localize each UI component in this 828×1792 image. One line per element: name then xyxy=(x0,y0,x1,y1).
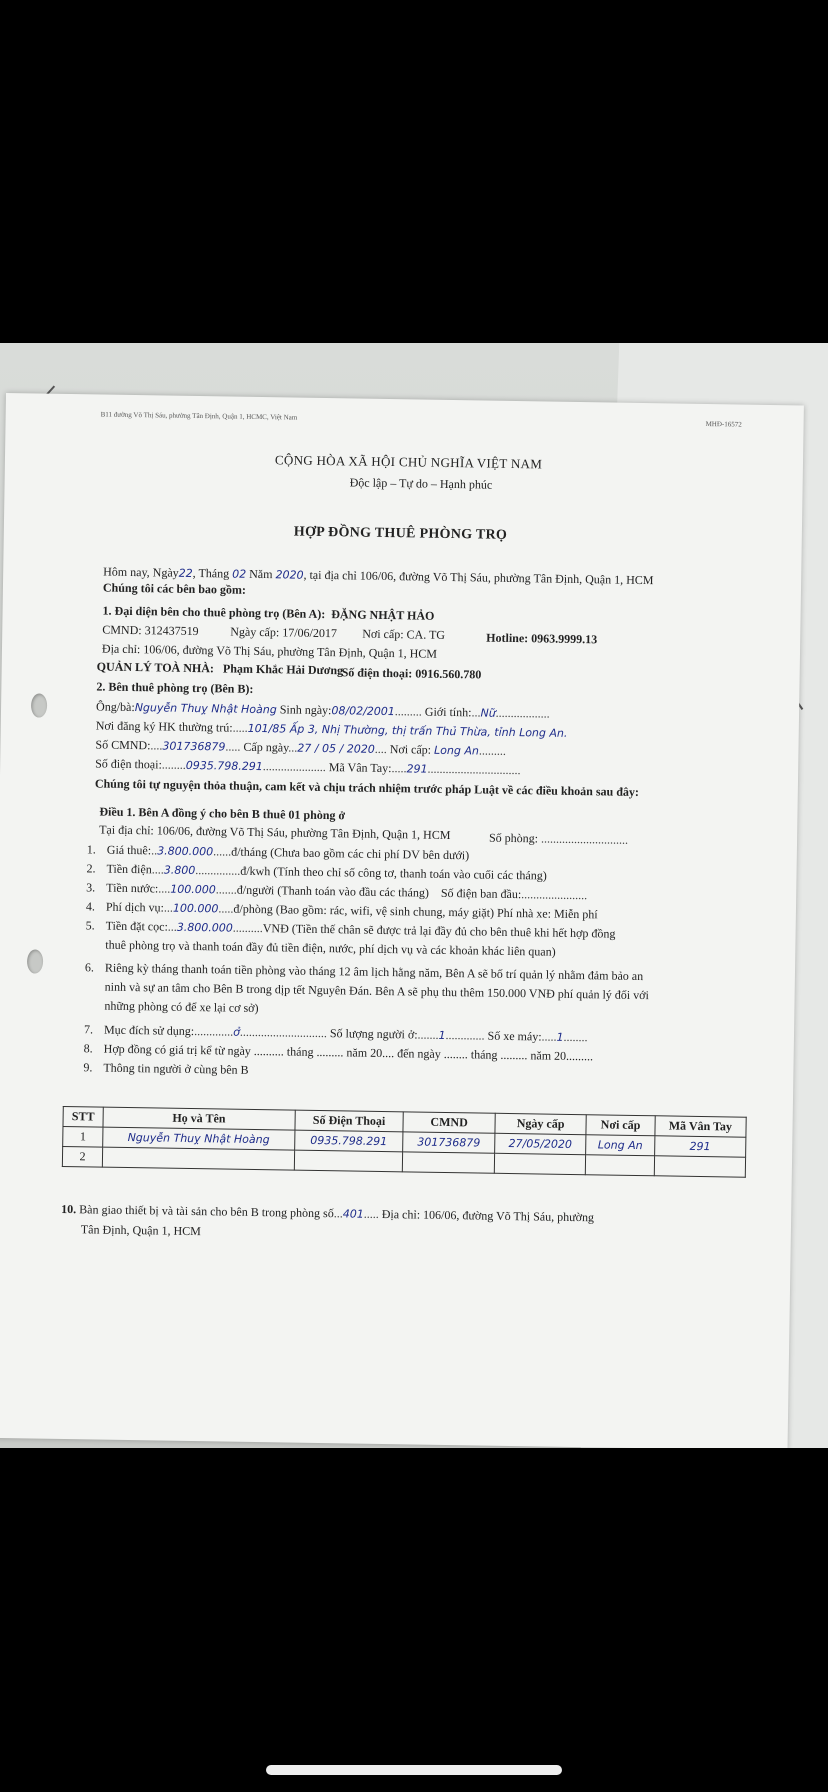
issue-place-label: Nơi cấp: xyxy=(389,742,432,757)
column-header: Ngày cấp xyxy=(495,1113,587,1134)
handover-text: Bàn giao thiết bị và tài sản cho bên B trong phòng số xyxy=(79,1202,334,1221)
article-item-water: 3. Tiền nước:....100.000.......đ/người (Thanh toán vào đầu các tháng) Số điện ban đầu:...................... xyxy=(86,880,588,903)
year-value: 2020 xyxy=(275,568,304,582)
manager-label: QUẢN LÝ TOÀ NHÀ: xyxy=(96,659,215,676)
initial-meter-label: Số điện ban đầu: xyxy=(440,885,522,902)
party-b-issue-date: 27 / 05 / 2020 xyxy=(297,741,375,756)
year-label: Năm xyxy=(249,566,273,582)
article-item-deposit: 5. Tiền đặt cọc:...3.800.000..........VNĐ (Tiền thế chân sẽ được trả lại đầy đủ cho bên thuê khi hết hợp đồng xyxy=(85,918,616,941)
table-cell xyxy=(654,1156,746,1177)
party-a-id: CMND: 312437519 xyxy=(102,622,199,639)
home-indicator[interactable] xyxy=(266,1765,562,1775)
party-b-id: 301736879 xyxy=(162,739,226,754)
national-title: CỘNG HÒA XÃ HỘI CHỦ NGHĨA VIỆT NAM xyxy=(274,452,543,472)
co-occupants-label: Thông tin người ở cùng bên B xyxy=(103,1060,249,1077)
article-1-address: Tại địa chỉ: 106/06, đường Võ Thị Sáu, phường Tân Định, Quận 1, HCM xyxy=(99,822,451,843)
date-prefix: Hôm nay, Ngày xyxy=(103,564,179,580)
agreement-statement: Chúng tôi tự nguyện thỏa thuận, cam kết và chịu trách nhiệm trước pháp Luật về các điều khoản sau đây: xyxy=(94,776,640,799)
item-label: Tiền đặt cọc: xyxy=(105,918,168,934)
column-header: Họ và Tên xyxy=(103,1107,295,1130)
manager-name: Phạm Khắc Hải Dương xyxy=(222,661,344,678)
item-number: 10. xyxy=(61,1201,77,1217)
party-b-residence: 101/85 Ấp 3, Nhị Thường, thị trấn Thủ Thừa, tỉnh Long An. xyxy=(247,721,568,740)
item-note: đ/người (Thanh toán vào đầu các tháng) xyxy=(236,882,430,900)
table-cell xyxy=(102,1147,294,1170)
month-label: , Tháng xyxy=(192,565,230,581)
parties-heading: Chúng tôi các bên bao gồm: xyxy=(102,580,247,597)
gender-label: Giới tính: xyxy=(424,704,472,720)
party-b-gender: Nữ xyxy=(480,706,496,720)
table-cell: 291 xyxy=(654,1136,746,1157)
handover-address: Địa chỉ: 106/06, đường Võ Thị Sáu, phường xyxy=(381,1207,595,1225)
document-code: MHĐ-16572 xyxy=(705,419,742,429)
party-b-fingerprint: 291 xyxy=(406,762,428,776)
intro-location: , tại địa chỉ 106/06, đường Võ Thị Sáu, phường Tân Định, Quận 1, HCM xyxy=(303,567,654,588)
party-b-name: Nguyễn Thuỵ Nhật Hoàng xyxy=(134,701,277,717)
manager-phone: Số điện thoại: 0916.560.780 xyxy=(341,665,482,682)
party-a-name: ĐẶNG NHẬT HẢO xyxy=(331,607,435,623)
phone-label: Số điện thoại: xyxy=(95,756,162,772)
item-value: 3.800.000 xyxy=(176,920,233,935)
item-number: 2. xyxy=(86,861,96,876)
month-value: 02 xyxy=(232,567,247,581)
party-b-name-line: Ông/bà:Nguyễn Thuỵ Nhật Hoàng Sinh ngày:08/02/2001......... Giới tính:...Nữ.................. xyxy=(95,699,550,721)
day-value: 22 xyxy=(178,566,193,580)
motorbikes-value: 1 xyxy=(556,1030,564,1044)
item-number: 6. xyxy=(84,960,95,975)
occupants-value: 1 xyxy=(438,1028,446,1042)
item-value: 100.000 xyxy=(172,901,219,916)
table-cell: 301736879 xyxy=(403,1132,495,1153)
party-b-id-line: Số CMND:....301736879..... Cấp ngày...27 / 05 / 2020.... Nơi cấp: Long An......... xyxy=(95,737,507,758)
article-item-7: 7. Mục đích sử dụng:.............ở............................. Số lượng người ở:.......1............. Số xe máy:.....1........ xyxy=(83,1022,588,1045)
residence-label: Nơi đăng ký HK thường trú: xyxy=(95,718,233,735)
party-b-phone: 0935.798.291 xyxy=(185,758,263,774)
table-cell xyxy=(294,1150,403,1172)
party-b-heading: 2. Bên thuê phòng trọ (Bên B): xyxy=(96,679,254,696)
item-note: đ/tháng (Chưa bao gồm các chi phí DV bên dưới) xyxy=(231,844,470,863)
room-label: Số phòng: xyxy=(488,830,539,846)
party-b-residence-line: Nơi đăng ký HK thường trú:.....101/85 Ấp 3, Nhị Thường, thị trấn Thủ Thừa, tỉnh Long An. xyxy=(95,718,568,740)
column-header: Nơi cấp xyxy=(586,1115,654,1136)
column-header: CMND xyxy=(403,1112,495,1133)
name-label: Ông/bà: xyxy=(95,699,135,715)
item-note: VNĐ (Tiền thế chân sẽ được trả lại đầy đủ cho bên thuê khi hết hợp đồng xyxy=(262,921,616,941)
occupants-label: Số lượng người ở: xyxy=(329,1026,418,1042)
issue-label: Cấp ngày xyxy=(243,739,289,755)
table-cell xyxy=(494,1153,586,1174)
item-6-line-1: Riêng kỳ tháng thanh toán tiền phòng vào tháng 12 âm lịch hằng năm, Bên A sẽ bố trí quản lý nhằm đảm bảo an xyxy=(104,960,644,984)
table-cell: Long An xyxy=(586,1135,654,1156)
party-a-heading xyxy=(102,604,434,624)
motorbikes-label: Số xe máy: xyxy=(487,1028,542,1044)
item-6-line-3: những phòng có để xe lại cơ sở) xyxy=(104,998,259,1016)
article-item-service: 4. Phí dịch vụ:...100.000.....đ/phòng (Bao gồm: rác, wifi, vệ sinh chung, máy giặt) Phí nhà xe: Miễn phí xyxy=(85,899,598,922)
party-b-dob: 08/02/2001 xyxy=(331,704,395,719)
validity-line: Hợp đồng có giá trị kể từ ngày .......... tháng ......... năm 20.... đến ngày ........ tháng ......... năm 20......... xyxy=(103,1041,594,1064)
item-label: Tiền điện xyxy=(106,861,152,877)
party-a-hotline: Hotline: 0963.9999.13 xyxy=(486,630,598,647)
purpose-label: Mục đích sử dụng: xyxy=(103,1022,195,1039)
contract-page xyxy=(0,393,804,1448)
punch-hole xyxy=(31,693,47,717)
motto: Độc lập – Tự do – Hạnh phúc xyxy=(349,475,493,492)
item-number: 9. xyxy=(83,1060,93,1075)
article-10-line-2: Tân Định, Quận 1, HCM xyxy=(80,1222,201,1239)
item-number: 7. xyxy=(83,1022,94,1037)
article-item-9 xyxy=(83,1060,248,1078)
column-header: STT xyxy=(63,1106,103,1127)
handover-room: 401 xyxy=(342,1207,364,1221)
id-label: Số CMND: xyxy=(95,737,151,753)
deposit-continuation: thuê phòng trọ và thanh toán đầy đủ tiền điện, nước, phí dịch vụ và các khoản khác liên quan) xyxy=(105,937,556,959)
item-label: Giá thuê: xyxy=(106,842,152,858)
column-header: Số Điện Thoại xyxy=(294,1110,403,1132)
item-number: 4. xyxy=(85,899,96,914)
table-cell xyxy=(403,1152,495,1173)
table-cell: 1 xyxy=(63,1126,103,1147)
item-note: đ/kwh (Tính theo chỉ số công tơ, thanh toán vào cuối các tháng) xyxy=(240,863,547,883)
party-a-label: 1. Đại diện bên cho thuê phòng trọ (Bên A): xyxy=(102,603,326,622)
item-value: 3.800.000 xyxy=(157,844,214,859)
item-6-line-2: ninh và sự an tâm cho Bên B trong dịp tết Nguyên Đán. Bên A sẽ phụ thu thêm 150.000 VNĐ phí quản lý đối với xyxy=(104,979,649,1003)
table-cell: 2 xyxy=(62,1146,102,1167)
article-item-rent: 1. Giá thuê:..3.800.000......đ/tháng (Chưa bao gồm các chi phí DV bên dưới) xyxy=(86,842,470,863)
fingerprint-label: Mã Vân Tay: xyxy=(328,760,392,776)
item-value: 3.800 xyxy=(163,863,196,878)
item-label: Phí dịch vụ: xyxy=(105,899,165,915)
party-a-address: Địa chỉ: 106/06, đường Võ Thị Sáu, phường Tân Định, Quận 1, HCM xyxy=(101,641,438,661)
article-10-line-1: 10. Bàn giao thiết bị và tài sản cho bên B trong phòng số...401..... Địa chỉ: 106/06, đường Võ Thị Sáu, phường xyxy=(61,1201,595,1225)
table-cell: 27/05/2020 xyxy=(494,1133,586,1154)
document-photo xyxy=(0,343,828,1448)
item-number: 1. xyxy=(86,842,96,857)
item-number: 3. xyxy=(86,880,96,895)
article-item-electricity: 2. Tiền điện....3.800...............đ/kwh (Tính theo chỉ số công tơ, thanh toán vào cuối các tháng) xyxy=(86,861,547,883)
item-number: 8. xyxy=(83,1041,93,1056)
item-label: Tiền nước: xyxy=(106,880,159,896)
co-occupants-table xyxy=(62,1106,747,1178)
document-title: HỢP ĐỒNG THUÊ PHÒNG TRỌ xyxy=(293,524,508,543)
item-note: đ/phòng (Bao gồm: rác, wifi, vệ sinh chung, máy giặt) Phí nhà xe: Miễn phí xyxy=(233,901,598,922)
table-cell: Nguyễn Thuỵ Nhật Hoàng xyxy=(103,1127,295,1150)
column-header: Mã Vân Tay xyxy=(654,1116,746,1137)
table-cell xyxy=(586,1155,654,1176)
room-number-line: Số phòng: ............................. xyxy=(488,830,629,847)
manager-line xyxy=(97,659,344,678)
table-cell: 0935.798.291 xyxy=(294,1130,403,1152)
article-1-heading: Điều 1. Bên A đồng ý cho bên B thuê 01 phòng ở xyxy=(99,804,346,823)
item-number: 5. xyxy=(85,918,95,933)
dob-label: Sinh ngày: xyxy=(279,702,332,718)
item-value: 100.000 xyxy=(170,882,216,897)
party-a-issue-place: Nơi cấp: CA. TG xyxy=(362,626,446,642)
party-b-issue-place: Long An xyxy=(433,743,479,758)
party-a-issue-date: Ngày cấp: 17/06/2017 xyxy=(230,624,338,641)
party-b-phone-line: Số điện thoại:........0935.798.291..................... Mã Vân Tay:.....291............................... xyxy=(95,756,521,778)
purpose-value: ở xyxy=(233,1025,240,1039)
punch-hole xyxy=(27,949,43,973)
header-address: B11 đường Võ Thị Sáu, phường Tân Định, Quận 1, HCMC, Việt Nam xyxy=(100,410,298,422)
